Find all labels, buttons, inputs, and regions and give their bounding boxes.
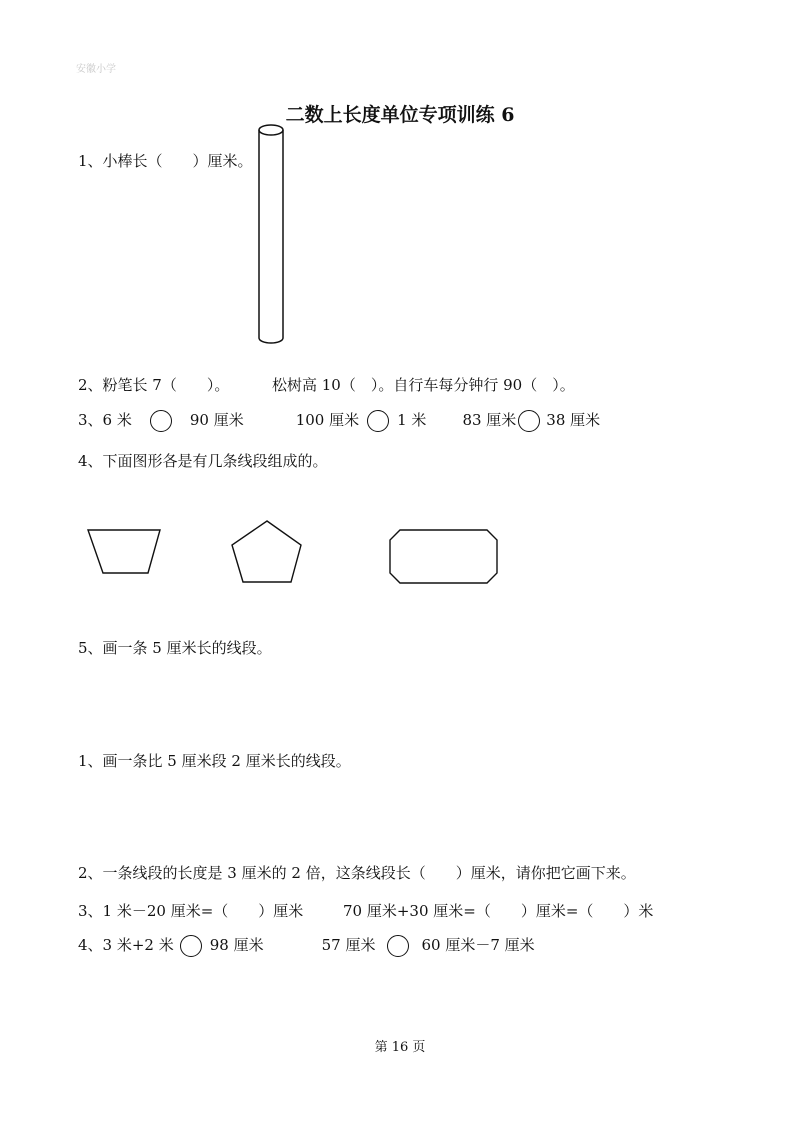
compare-e-left: 57 厘米 [321, 936, 376, 954]
page-title: 二数上长度单位专项训练 6 [285, 104, 515, 126]
compare-c-left: 83 厘米 [462, 411, 517, 429]
problem-1: 1、画一条比 5 厘米段 2 厘米长的线段。 [78, 752, 351, 770]
compare-e-right: 60 厘米－7 厘米 [421, 936, 535, 954]
compare-circle-e[interactable] [387, 935, 409, 957]
page-number: 第 16 页 [374, 1040, 426, 1055]
compare-b-right: 1 米 [397, 411, 427, 429]
compare-d-left: 3 米+2 米 [102, 936, 174, 954]
compare-d-right: 98 厘米 [209, 936, 264, 954]
question-2a: 2、粉笔长 7（ ）。 [78, 376, 230, 394]
question-5: 5、画一条 5 厘米长的线段。 [78, 639, 272, 657]
problem-2: 2、一条线段的长度是 3 厘米的 2 倍，这条线段长（ ）厘米，请你把它画下来。 [78, 864, 636, 882]
problem-4 [78, 934, 535, 957]
notched-rectangle-shape [390, 530, 497, 583]
compare-a-left: 6 米 [102, 411, 132, 429]
trapezoid-shape [88, 530, 160, 573]
question-4: 4、下面图形各是有几条线段组成的。 [78, 452, 328, 470]
problem-3a: 3、1 米－20 厘米=（ ）厘米 [78, 902, 304, 920]
compare-c-right: 38 厘米 [546, 411, 601, 429]
compare-b-left: 100 厘米 [295, 411, 360, 429]
problem-4-number: 4、 [78, 936, 103, 954]
pentagon-shape [232, 521, 301, 582]
watermark: 安徽小学 [76, 64, 116, 75]
compare-circle-d[interactable] [180, 935, 202, 957]
question-3-number: 3、 [78, 411, 103, 429]
problem-3b: 70 厘米+30 厘米=（ ）厘米=（ ）米 [343, 902, 654, 920]
compare-a-right: 90 厘米 [189, 411, 244, 429]
question-1: 1、小棒长（ ）厘米。 [78, 152, 253, 170]
question-2b: 松树高 10（ ）。自行车每分钟行 90（ ）。 [272, 376, 575, 394]
